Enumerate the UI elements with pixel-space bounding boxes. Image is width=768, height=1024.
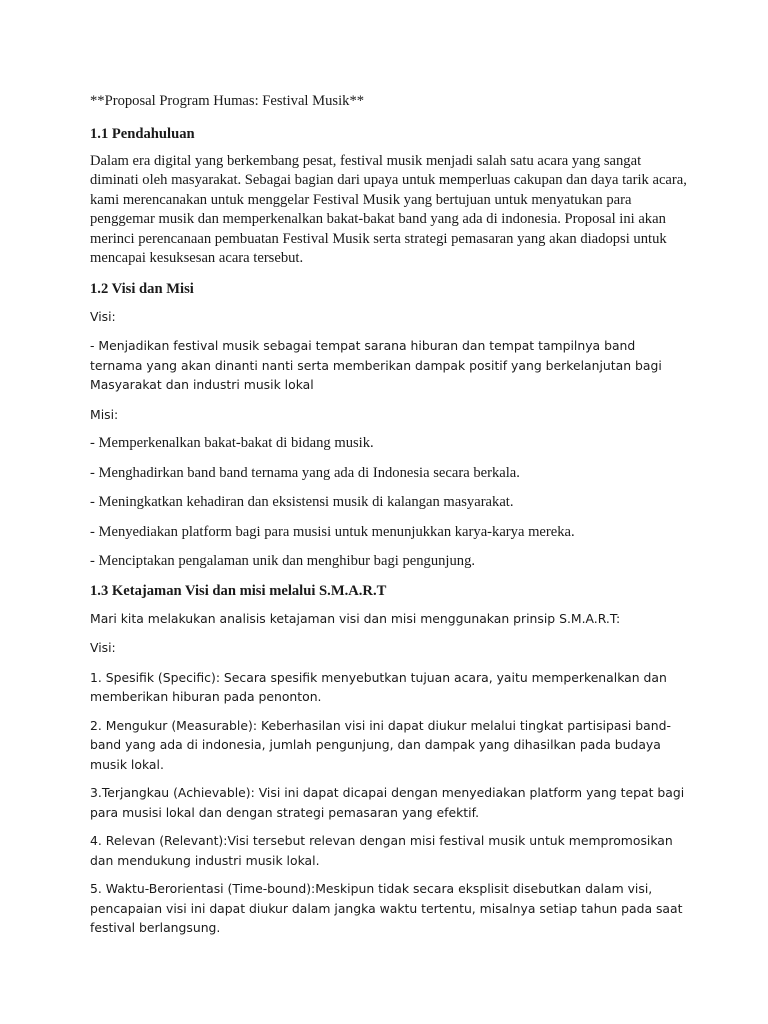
document-title: **Proposal Program Humas: Festival Musik**: [90, 93, 365, 109]
misi-item: - Memperkenalkan bakat-bakat di bidang musik.: [90, 435, 374, 451]
misi-item: - Menghadirkan band band ternama yang ada di Indonesia secara berkala.: [90, 464, 520, 481]
misi-item: - Meningkatkan kehadiran dan eksistensi musik di kalangan masyarakat.: [90, 494, 514, 510]
smart-item-measurable: 2. Mengukur (Measurable): Keberhasilan visi ini dapat diukur melalui tingkat partisipasi band-band yang ada di indonesia, jumlah pengunjung, dan dampak yang dihasilkan pada budaya musik lokal.: [90, 717, 671, 772]
smart-item-specific: 1. Spesifik (Specific): Secara spesifik menyebutkan tujuan acara, yaitu memperkenalkan dan memberikan hiburan pada penonton.: [90, 669, 667, 704]
visi-label: Visi:: [90, 308, 116, 324]
smart-item-achievable: 3.Terjangkau (Achievable): Visi ini dapat dicapai dengan menyediakan platform yang tepat bagi para musisi lokal dan dengan strategi pemasaran yang efektif.: [90, 785, 685, 820]
document-body: [90, 92, 690, 947]
section-heading-smart: 1.3 Ketajaman Visi dan misi melalui S.M.A.R.T: [90, 582, 387, 599]
visi-item: - Menjadikan festival musik sebagai tempat sarana hiburan dan tempat tampilnya band ternama yang akan dinanti nanti serta memberikan dampak positif yang berkelanjutan bagi Masyarakat dan industri musik lokal: [90, 338, 662, 392]
pendahuluan-paragraph: Dalam era digital yang berkembang pesat, festival musik menjadi salah satu acara yang sangat diminati oleh masyarakat. Sebagai bagian dari upaya untuk memperluas cakupan dan daya tarik acara, kami merencanakan untuk menggelar Festival Musik yang bertujuan untuk menyatukan para penggemar musik dan memperkenalkan bakat-bakat band yang ada di indonesia. Proposal ini akan merinci perencanaan pembuatan Festival Musik serta strategi pemasaran yang akan diadopsi untuk mencapai kesuksesan acara tersebut.: [90, 152, 687, 266]
smart-visi-label: Visi:: [90, 640, 116, 655]
smart-item-relevant: 4. Relevan (Relevant):Visi tersebut relevan dengan misi festival musik untuk mempromosikan dan mendukung industri musik lokal.: [90, 833, 673, 868]
smart-intro: Mari kita melakukan analisis ketajaman visi dan misi menggunakan prinsip S.M.A.R.T:: [90, 610, 621, 626]
smart-item-time-bound: 5. Waktu-Berorientasi (Time-bound):Meskipun tidak secara eksplisit disebutkan dalam visi, pencapaian visi ini dapat diukur dalam jangka waktu tertentu, misalnya setiap tahun pada saat festival berlangsung.: [90, 881, 683, 935]
section-heading-visi-misi: 1.2 Visi dan Misi: [90, 280, 194, 297]
misi-item: - Menciptakan pengalaman unik dan menghibur bagi pengunjung.: [90, 553, 476, 569]
misi-item: - Menyediakan platform bagi para musisi untuk menunjukkan karya-karya mereka.: [90, 523, 575, 540]
misi-label: Misi:: [90, 406, 119, 422]
section-heading-pendahuluan: 1.1 Pendahuluan: [90, 125, 195, 142]
